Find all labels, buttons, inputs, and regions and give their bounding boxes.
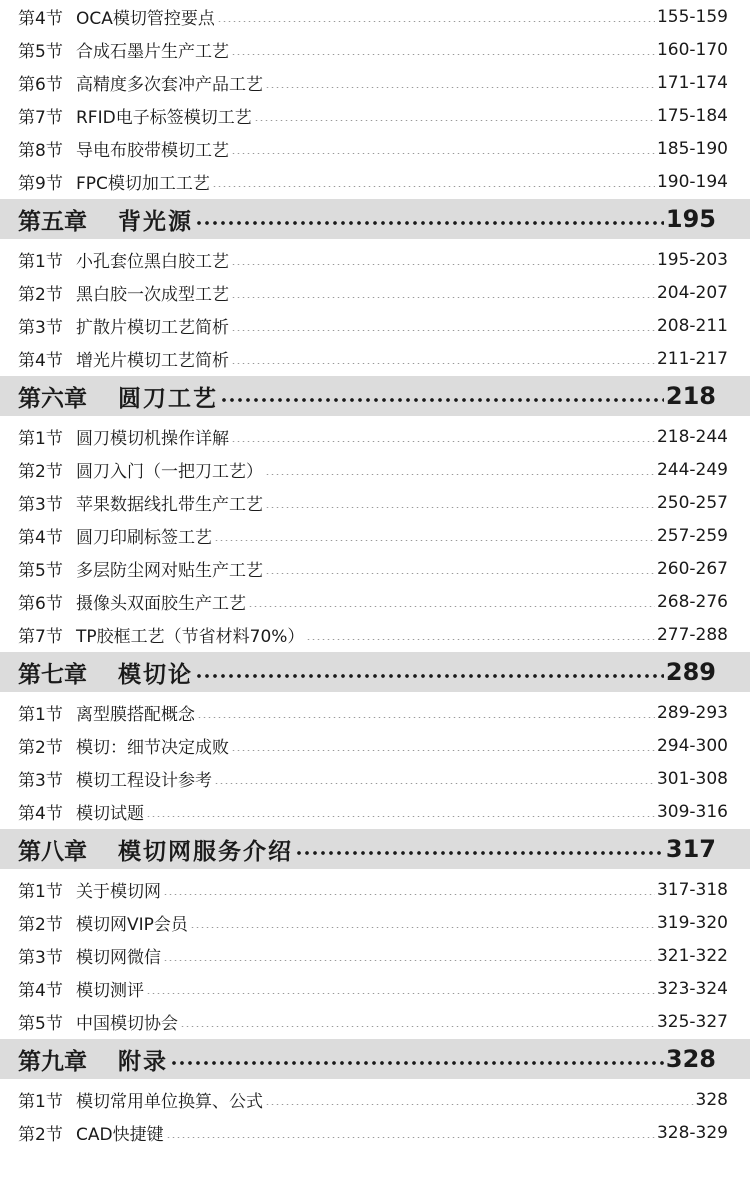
chapter-title: 背光源 xyxy=(118,208,193,235)
section-title: 模切工程设计参考 xyxy=(76,771,212,791)
section-number: 第2节 xyxy=(18,462,63,482)
section-entry[interactable] xyxy=(0,696,750,729)
section-title: 黑白胶一次成型工艺 xyxy=(76,285,229,305)
section-entry[interactable] xyxy=(0,66,750,99)
section-title: 模切试题 xyxy=(76,804,144,824)
section-number: 第7节 xyxy=(18,108,63,128)
page-range: 244-249 xyxy=(656,459,728,480)
section-number: 第1节 xyxy=(18,252,63,272)
section-entry[interactable] xyxy=(0,453,750,486)
section-entry[interactable] xyxy=(0,1116,750,1149)
page-range: 294-300 xyxy=(656,735,728,756)
page-range: 190-194 xyxy=(656,171,728,192)
section-entry[interactable] xyxy=(0,1083,750,1116)
section-title: TP胶框工艺（节省材料70%） xyxy=(76,627,305,647)
section-title: 模切网微信 xyxy=(76,948,161,968)
section-entry[interactable] xyxy=(0,873,750,906)
chapter-number: 第七章 xyxy=(18,661,87,688)
page-range: 204-207 xyxy=(656,282,728,303)
chapter-number: 第五章 xyxy=(18,208,87,235)
page-range: 155-159 xyxy=(656,6,728,27)
section-entry[interactable] xyxy=(0,585,750,618)
section-number: 第6节 xyxy=(18,594,63,614)
dot-leader xyxy=(146,993,655,994)
section-number: 第1节 xyxy=(18,1092,63,1112)
section-entry[interactable] xyxy=(0,729,750,762)
page-range: 325-327 xyxy=(656,1011,728,1032)
section-entry[interactable] xyxy=(0,972,750,1005)
page-range: 257-259 xyxy=(656,525,728,546)
section-number: 第6节 xyxy=(18,75,63,95)
section-number: 第2节 xyxy=(18,1125,63,1145)
dot-leader xyxy=(180,1026,655,1027)
dot-leader xyxy=(214,783,655,784)
section-entry[interactable] xyxy=(0,165,750,198)
section-title: 关于模切网 xyxy=(76,882,161,902)
dot-leader xyxy=(231,264,655,265)
chapter-number: 第六章 xyxy=(18,385,87,412)
section-number: 第5节 xyxy=(18,561,63,581)
dot-leader xyxy=(231,363,655,364)
chapter-heading[interactable] xyxy=(0,829,750,869)
dot-leader xyxy=(231,54,655,55)
page-range: 185-190 xyxy=(656,138,728,159)
page-range: 250-257 xyxy=(656,492,728,513)
section-title: 中国模切协会 xyxy=(76,1014,178,1034)
page-range: 195 xyxy=(665,205,716,233)
dot-leader xyxy=(212,186,655,187)
section-title: 导电布胶带模切工艺 xyxy=(76,141,229,161)
section-title: 圆刀印刷标签工艺 xyxy=(76,528,212,548)
dot-leader xyxy=(265,1104,694,1105)
dot-leader xyxy=(190,927,655,928)
section-entry[interactable] xyxy=(0,33,750,66)
chapter-heading[interactable] xyxy=(0,376,750,416)
section-number: 第1节 xyxy=(18,429,63,449)
section-entry[interactable] xyxy=(0,99,750,132)
page-range: 321-322 xyxy=(656,945,728,966)
dot-leader xyxy=(265,507,655,508)
section-title: CAD快捷键 xyxy=(76,1125,164,1145)
section-title: 模切：细节决定成败 xyxy=(76,738,229,758)
dot-leader xyxy=(146,816,655,817)
dot-leader xyxy=(295,851,664,855)
section-number: 第3节 xyxy=(18,318,63,338)
page-range: 211-217 xyxy=(656,348,728,369)
section-entry[interactable] xyxy=(0,243,750,276)
section-number: 第4节 xyxy=(18,528,63,548)
chapter-heading[interactable] xyxy=(0,1039,750,1079)
section-entry[interactable] xyxy=(0,309,750,342)
section-number: 第3节 xyxy=(18,948,63,968)
section-entry[interactable] xyxy=(0,939,750,972)
dot-leader xyxy=(231,750,655,751)
section-title: 模切常用单位换算、公式 xyxy=(76,1092,263,1112)
page-range: 317 xyxy=(665,835,716,863)
section-title: 模切网VIP会员 xyxy=(76,915,188,935)
section-title: 圆刀模切机操作详解 xyxy=(76,429,229,449)
dot-leader xyxy=(163,960,655,961)
chapter-number: 第八章 xyxy=(18,838,87,865)
section-entry[interactable] xyxy=(0,420,750,453)
section-entry[interactable] xyxy=(0,519,750,552)
section-title: 多层防尘网对贴生产工艺 xyxy=(76,561,263,581)
dot-leader xyxy=(265,87,655,88)
page-range: 208-211 xyxy=(656,315,728,336)
chapter-number: 第九章 xyxy=(18,1048,87,1075)
section-title: 合成石墨片生产工艺 xyxy=(76,42,229,62)
section-entry[interactable] xyxy=(0,132,750,165)
section-number: 第4节 xyxy=(18,804,63,824)
page-range: 195-203 xyxy=(656,249,728,270)
chapter-title: 模切网服务介绍 xyxy=(118,838,293,865)
section-number: 第4节 xyxy=(18,9,63,29)
page-range: 328 xyxy=(665,1045,716,1073)
page-range: 160-170 xyxy=(656,39,728,60)
page-range: 171-174 xyxy=(656,72,728,93)
section-title: 扩散片模切工艺简析 xyxy=(76,318,229,338)
section-number: 第1节 xyxy=(18,705,63,725)
dot-leader xyxy=(248,606,655,607)
page-range: 277-288 xyxy=(656,624,728,645)
dot-leader xyxy=(195,221,664,225)
chapter-heading[interactable] xyxy=(0,652,750,692)
page-range: 218-244 xyxy=(656,426,728,447)
section-title: 圆刀入门（一把刀工艺） xyxy=(76,462,263,482)
page-range: 175-184 xyxy=(656,105,728,126)
section-number: 第1节 xyxy=(18,882,63,902)
chapter-title: 模切论 xyxy=(118,661,193,688)
page-range: 301-308 xyxy=(656,768,728,789)
dot-leader xyxy=(197,717,655,718)
page-range: 328 xyxy=(695,1089,728,1110)
dot-leader xyxy=(163,894,655,895)
section-number: 第4节 xyxy=(18,981,63,1001)
section-number: 第2节 xyxy=(18,285,63,305)
section-number: 第5节 xyxy=(18,42,63,62)
section-title: 高精度多次套冲产品工艺 xyxy=(76,75,263,95)
page-range: 328-329 xyxy=(656,1122,728,1143)
page-range: 289 xyxy=(665,658,716,686)
section-entry[interactable] xyxy=(0,0,750,33)
section-title: FPC模切加工工艺 xyxy=(76,174,210,194)
section-title: 小孔套位黑白胶工艺 xyxy=(76,252,229,272)
section-entry[interactable] xyxy=(0,276,750,309)
section-entry[interactable] xyxy=(0,552,750,585)
dot-leader xyxy=(254,120,655,121)
dot-leader xyxy=(214,540,655,541)
section-number: 第8节 xyxy=(18,141,63,161)
chapter-title: 附录 xyxy=(118,1048,168,1075)
page-range: 289-293 xyxy=(656,702,728,723)
section-entry[interactable] xyxy=(0,618,750,651)
dot-leader xyxy=(231,297,655,298)
section-number: 第4节 xyxy=(18,351,63,371)
dot-leader xyxy=(231,330,655,331)
page-range: 218 xyxy=(665,382,716,410)
section-number: 第7节 xyxy=(18,627,63,647)
section-entry[interactable] xyxy=(0,795,750,828)
page-range: 268-276 xyxy=(656,591,728,612)
page-range: 323-324 xyxy=(656,978,728,999)
dot-leader xyxy=(166,1137,655,1138)
dot-leader xyxy=(265,573,655,574)
dot-leader xyxy=(217,21,655,22)
section-title: 离型膜搭配概念 xyxy=(76,705,195,725)
dot-leader xyxy=(220,398,664,402)
dot-leader xyxy=(306,639,655,640)
section-title: 摄像头双面胶生产工艺 xyxy=(76,594,246,614)
section-number: 第2节 xyxy=(18,915,63,935)
section-entry[interactable] xyxy=(0,906,750,939)
dot-leader xyxy=(231,153,655,154)
dot-leader xyxy=(231,441,655,442)
dot-leader xyxy=(265,474,655,475)
section-number: 第3节 xyxy=(18,495,63,515)
page-range: 309-316 xyxy=(656,801,728,822)
section-entry[interactable] xyxy=(0,762,750,795)
dot-leader xyxy=(195,674,664,678)
section-entry[interactable] xyxy=(0,1005,750,1038)
section-number: 第9节 xyxy=(18,174,63,194)
section-entry[interactable] xyxy=(0,342,750,375)
section-title: OCA模切管控要点 xyxy=(76,9,215,29)
page-range: 260-267 xyxy=(656,558,728,579)
section-title: 模切测评 xyxy=(76,981,144,1001)
section-number: 第3节 xyxy=(18,771,63,791)
section-title: 苹果数据线扎带生产工艺 xyxy=(76,495,263,515)
page-range: 319-320 xyxy=(656,912,728,933)
section-number: 第2节 xyxy=(18,738,63,758)
section-title: 增光片模切工艺简析 xyxy=(76,351,229,371)
page-range: 317-318 xyxy=(656,879,728,900)
section-title: RFID电子标签模切工艺 xyxy=(76,108,252,128)
section-number: 第5节 xyxy=(18,1014,63,1034)
chapter-title: 圆刀工艺 xyxy=(118,385,218,412)
section-entry[interactable] xyxy=(0,486,750,519)
chapter-heading[interactable] xyxy=(0,199,750,239)
dot-leader xyxy=(170,1061,664,1065)
